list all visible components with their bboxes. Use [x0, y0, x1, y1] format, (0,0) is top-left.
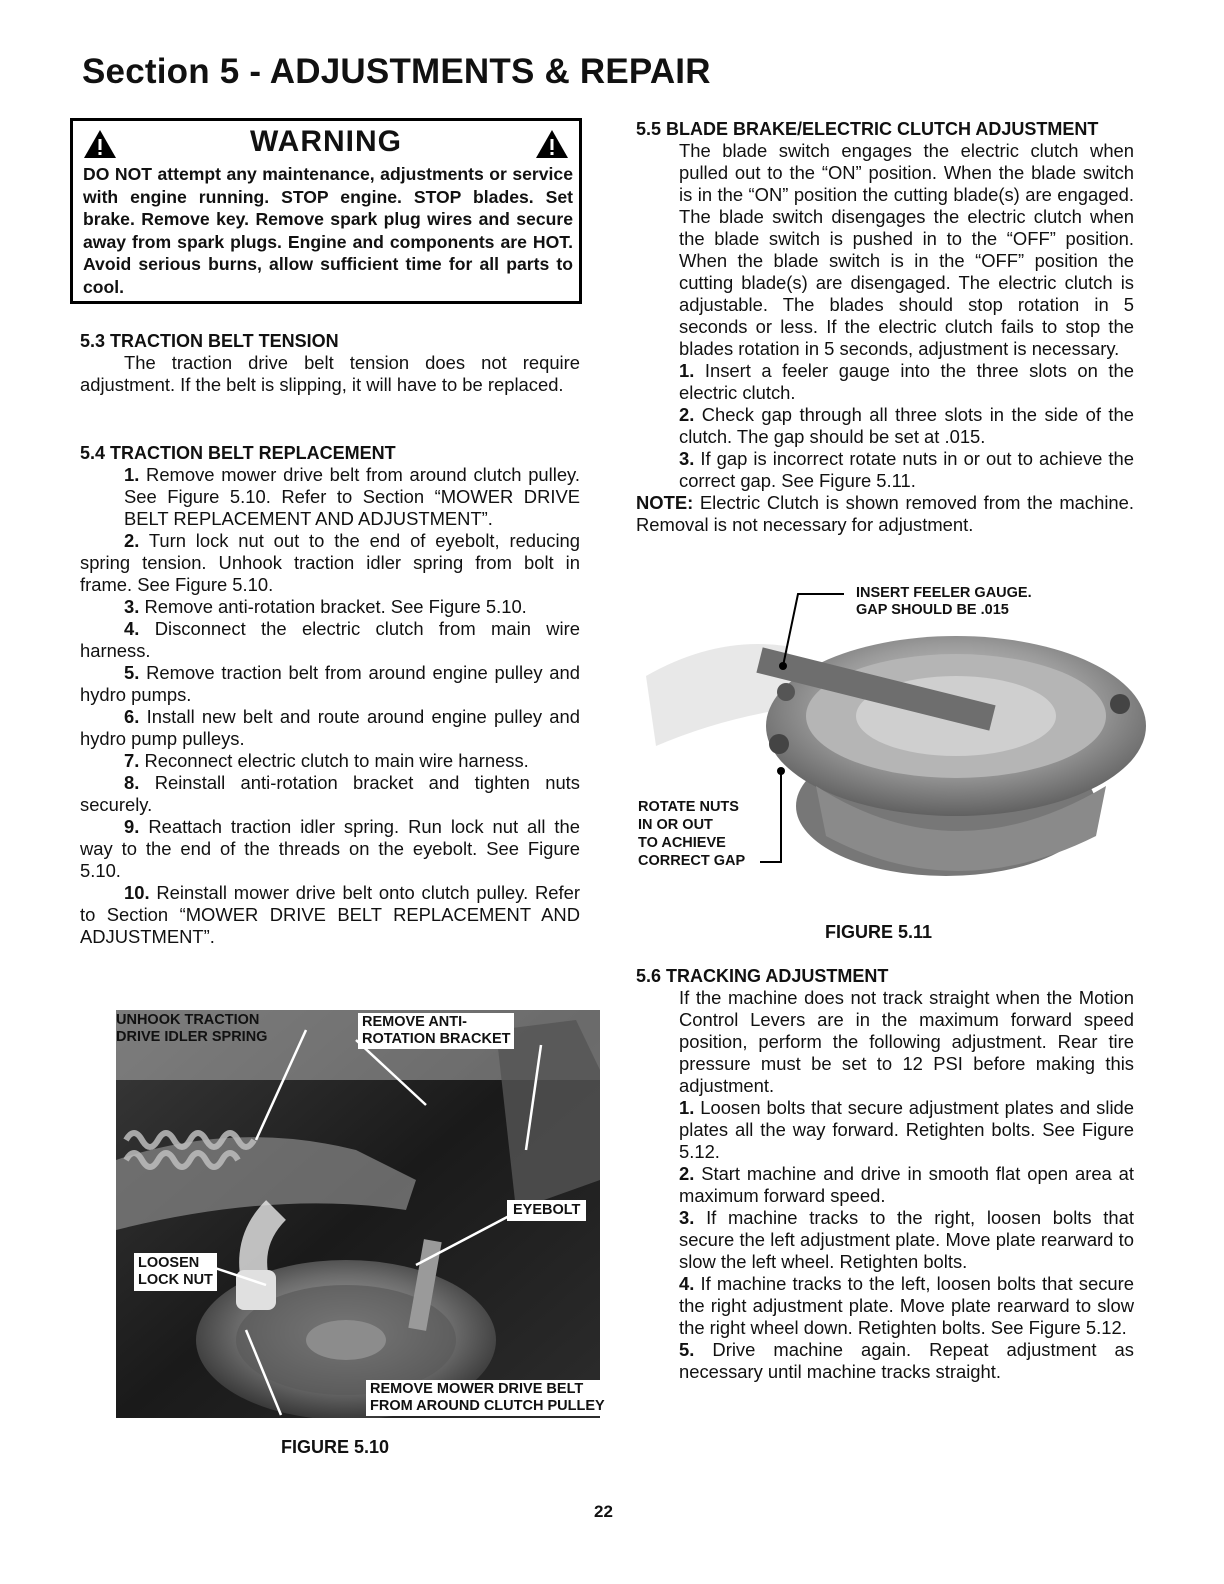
step-item: 9. Reattach traction idler spring. Run lock nut all the way to the end of the threads on the eyebolt. See Figure 5.10. — [80, 816, 580, 881]
section-5-6 — [636, 965, 1134, 1383]
step-item: 7. Reconnect electric clutch to main wire harness. — [124, 750, 529, 771]
page-title: Section 5 - ADJUSTMENTS & REPAIR — [82, 52, 711, 91]
callout-feeler-gauge: INSERT FEELER GAUGE. GAP SHOULD BE .015 — [856, 585, 1032, 618]
callout-rotate-nuts: ROTATE NUTS IN OR OUT TO ACHIEVE CORRECT GAP — [638, 799, 746, 869]
section-heading: 5.6 TRACKING ADJUSTMENT — [636, 966, 889, 986]
step-item: 6. Install new belt and route around engine pulley and hydro pump pulleys. — [80, 706, 580, 749]
step-item: 5. Drive machine again. Repeat adjustment as necessary until machine tracks straight. — [679, 1339, 1134, 1382]
callout-unhook-spring: UNHOOK TRACTION DRIVE IDLER SPRING — [116, 1012, 268, 1045]
callout-remove-bracket: REMOVE ANTI- ROTATION BRACKET — [358, 1013, 514, 1049]
warning-icon — [535, 129, 569, 159]
step-item: 1. Loosen bolts that secure adjustment plates and slide plates all the way forward. Retighten bolts. See Figure 5.12. — [679, 1097, 1134, 1162]
step-item: 4. If machine tracks to the left, loosen bolts that secure the right adjustment plate. Move plate rearward to slow the right wheel down. Retighten bolts. See Figure 5.12. — [679, 1273, 1134, 1338]
page-number: 22 — [594, 1502, 613, 1521]
section-heading: 5.3 TRACTION BELT TENSION — [80, 331, 339, 351]
figure-caption: FIGURE 5.10 — [281, 1437, 390, 1457]
warning-box — [70, 118, 582, 304]
section-heading: 5.4 TRACTION BELT REPLACEMENT — [80, 443, 396, 463]
step-item: 5. Remove traction belt from around engine pulley and hydro pumps. — [80, 662, 580, 705]
step-item: 1. Remove mower drive belt from around clutch pulley. See Figure 5.10. Refer to Section “MOWER DRIVE BELT REPLACEMENT AND ADJUSTMENT”. — [124, 464, 580, 529]
callout-remove-mower-belt: REMOVE MOWER DRIVE BELT FROM AROUND CLUTCH PULLEY — [366, 1380, 609, 1416]
step-item: 3. If gap is incorrect rotate nuts in or out to achieve the correct gap. See Figure 5.11. — [679, 448, 1134, 491]
warning-heading: WARNING — [250, 125, 402, 158]
step-item: 3. Remove anti-rotation bracket. See Figure 5.10. — [124, 596, 527, 617]
section-text: The traction drive belt tension does not require adjustment. If the belt is slipping, it will have to be replaced. — [80, 352, 580, 395]
warning-text: DO NOT attempt any maintenance, adjustments or service with engine running. STOP engine. STOP blades. Set brake. Remove key. Remove spark plug wires and secure away from spark plugs. Engine and components are HOT. Avoid serious burns, allow sufficient time for all parts to cool. — [83, 164, 573, 297]
section-5-5 — [636, 118, 1134, 536]
section-text: If the machine does not track straight when the Motion Control Levers are in the maximum forward speed position, perform the following adjustment. Rear tire pressure must be set to 12 PSI before making this adjustment. — [679, 987, 1134, 1096]
callout-eyebolt: EYEBOLT — [507, 1200, 586, 1221]
step-item: 1. Insert a feeler gauge into the three slots on the electric clutch. — [679, 360, 1134, 403]
step-item: 2. Start machine and drive in smooth flat open area at maximum forward speed. — [679, 1163, 1134, 1206]
callout-loosen-lock-nut: LOOSEN LOCK NUT — [134, 1253, 217, 1291]
step-item: 3. If machine tracks to the right, loosen bolts that secure the left adjustment plate. Move plate rearward to slow the left wheel. Retighten bolts. — [679, 1207, 1134, 1272]
section-text: The blade switch engages the electric clutch when pulled out to the “ON” position. When the blade switch is in the “ON” position the cutting blade(s) are engaged. The blade switch disengages the electric clutch when the blade switch is pushed in to the “OFF” position. When the blade switch is in the “OFF” position the cutting blade(s) are disengaged. The electric clutch is adjustable. The blades should stop rotation in 5 seconds or less. If the electric clutch fails to stop the blades rotation in 5 seconds, adjustment is necessary. — [679, 140, 1134, 359]
figure-caption: FIGURE 5.11 — [825, 922, 933, 942]
step-item: 4. Disconnect the electric clutch from main wire harness. — [80, 618, 580, 661]
section-5-3 — [80, 330, 580, 396]
step-item: 8. Reinstall anti-rotation bracket and tighten nuts securely. — [80, 772, 580, 815]
section-5-4 — [80, 442, 580, 948]
step-item: 2. Turn lock nut out to the end of eyebolt, reducing spring tension. Unhook traction idler spring from bolt in frame. See Figure 5.10. — [80, 530, 580, 595]
note: NOTE: Electric Clutch is shown removed from the machine. Removal is not necessary for adjustment. — [636, 492, 1134, 535]
step-item: 2. Check gap through all three slots in the side of the clutch. The gap should be set at .015. — [679, 404, 1134, 447]
step-item: 10. Reinstall mower drive belt onto clutch pulley. Refer to Section “MOWER DRIVE BELT REPLACEMENT AND ADJUSTMENT”. — [80, 882, 580, 947]
section-heading: 5.5 BLADE BRAKE/ELECTRIC CLUTCH ADJUSTMENT — [636, 119, 1099, 139]
